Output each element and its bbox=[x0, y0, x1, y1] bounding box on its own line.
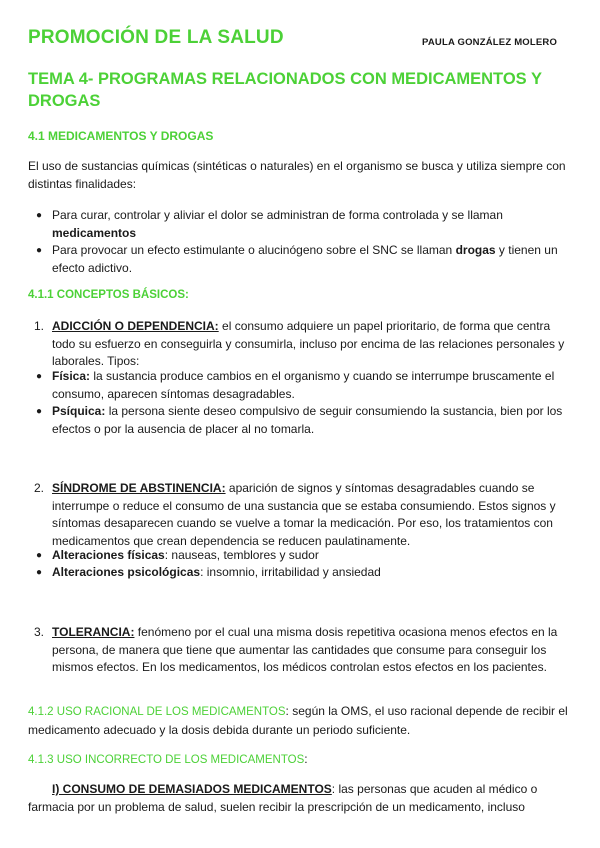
bullet-bold-term: drogas bbox=[455, 243, 496, 257]
bullet-icon: ● bbox=[36, 567, 43, 578]
term-text: el consumo adquiere un papel prioritario, de forma que centra todo su esfuerzo en conseguirla y consumirla, incluso por encima de las relaciones personales y laborales. Tipos: bbox=[52, 319, 565, 368]
list-item bbox=[36, 547, 572, 565]
list-item bbox=[52, 480, 572, 550]
bullet-icon: ● bbox=[36, 371, 43, 382]
sub-text: la sustancia produce cambios en el organismo y cuando se interrumpe bruscamente el consumo, aparecen síntomas desagradables. bbox=[52, 369, 555, 401]
section-4-1-2-text: : según la OMS, el uso racional depende de recibir el medicamento adecuado y la dosis debida durante un periodo suficiente. bbox=[28, 704, 568, 737]
section-heading-4-1: 4.1 MEDICAMENTOS Y DROGAS bbox=[28, 129, 214, 143]
section-4-1-3-paragraph bbox=[28, 781, 576, 816]
document-title: PROMOCIÓN DE LA SALUD bbox=[28, 27, 284, 48]
bullet-icon: ● bbox=[36, 406, 43, 417]
sub-text: : insomnio, irritabilidad y ansiedad bbox=[200, 565, 381, 579]
list-item bbox=[36, 368, 572, 403]
section-heading-4-1-2: 4.1.2 USO RACIONAL DE LOS MEDICAMENTOS bbox=[28, 706, 286, 718]
sub-label: Psíquica: bbox=[52, 404, 106, 418]
section-4-1-3-heading-line bbox=[28, 751, 576, 770]
topic-title: TEMA 4- PROGRAMAS RELACIONADOS CON MEDICAMENTOS Y DROGAS bbox=[28, 70, 542, 110]
section-4-1-2 bbox=[28, 703, 576, 739]
list-item bbox=[36, 207, 572, 242]
author-name: PAULA GONZÁLEZ MOLERO bbox=[422, 37, 558, 48]
bullet-icon: ● bbox=[36, 210, 43, 221]
sub-label: Alteraciones psicológicas bbox=[52, 565, 201, 579]
item-number: 3. bbox=[34, 625, 45, 639]
list-item bbox=[36, 564, 572, 582]
term-label: TOLERANCIA: bbox=[52, 625, 135, 639]
bullet-icon: ● bbox=[36, 245, 43, 256]
item-number: 1. bbox=[34, 319, 45, 333]
sub-text: : nauseas, temblores y sudor bbox=[164, 548, 319, 562]
intro-paragraph: El uso de sustancias químicas (sintéticas o naturales) en el organismo se busca y utiliza siempre con distintas finalidades: bbox=[28, 159, 566, 191]
section-heading-4-1-3: 4.1.3 USO INCORRECTO DE LOS MEDICAMENTOS bbox=[28, 754, 305, 766]
section-heading-4-1-1: 4.1.1 CONCEPTOS BÁSICOS: bbox=[28, 289, 189, 301]
list-item bbox=[52, 624, 572, 677]
sub-label: Física: bbox=[52, 369, 91, 383]
list-item bbox=[36, 403, 572, 438]
item-number: 2. bbox=[34, 481, 45, 495]
term-text: aparición de signos y síntomas desagradables cuando se interrumpe o reduce el consumo de una sustancia que se estaba consumiendo. Estos signos y síntomas desaparecen cuando se vuelve a tomar la medicación. Por eso, los tratamientos con medicamentos que crean dependencia se reducen paulatinamente. bbox=[52, 481, 556, 548]
heading-colon: : bbox=[304, 752, 308, 766]
sub-label: Alteraciones físicas bbox=[52, 548, 165, 562]
term-label: SÍNDROME DE ABSTINENCIA: bbox=[52, 481, 226, 495]
sub-term: I) CONSUMO DE DEMASIADOS MEDICAMENTOS bbox=[52, 782, 332, 796]
bullet-text: Para provocar un efecto estimulante o alucinógeno sobre el SNC se llaman bbox=[52, 243, 456, 257]
list-item bbox=[36, 242, 572, 277]
bullet-text: Para curar, controlar y aliviar el dolor se administran de forma controlada y se llaman bbox=[52, 208, 503, 222]
list-item bbox=[52, 318, 572, 371]
bullet-text-after: y tienen un efecto adictivo. bbox=[52, 243, 558, 275]
sub-text: la persona siente deseo compulsivo de seguir consumiendo la sustancia, bien por los efectos o por la ausencia de placer al no tomarla. bbox=[52, 404, 563, 436]
bullet-bold-term: medicamentos bbox=[52, 225, 137, 240]
term-text: fenómeno por el cual una misma dosis repetitiva ocasiona menos efectos en la persona, de manera que tiene que aumentar las cantidades que consume para conseguir los mismos efectos. En los medicamentos, los médicos controlan estos efectos en los pacientes. bbox=[52, 625, 558, 674]
bullet-icon: ● bbox=[36, 550, 43, 561]
term-label: ADICCIÓN O DEPENDENCIA: bbox=[52, 319, 219, 333]
sub-text: : las personas que acuden al médico o farmacia por un problema de salud, suelen recibir la prescripción de un medicamento, incluso bbox=[28, 782, 538, 814]
